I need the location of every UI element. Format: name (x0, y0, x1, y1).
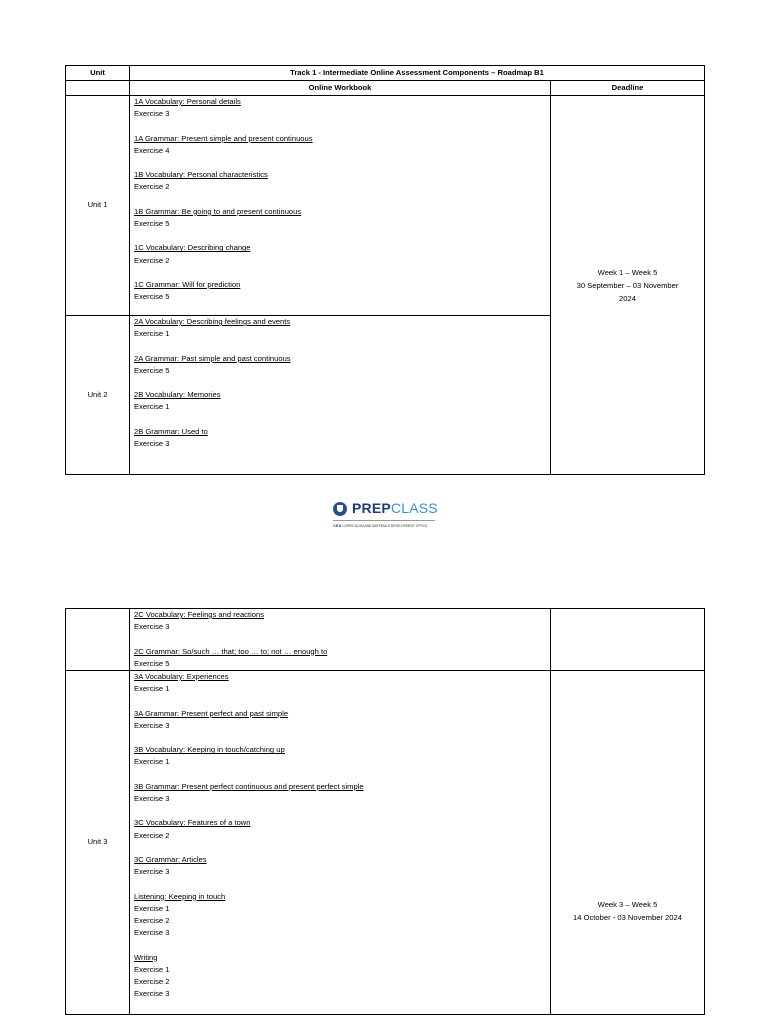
deadline-cell (551, 671, 705, 1015)
exercise-label: Exercise 2 (134, 255, 170, 265)
workbook-item (134, 817, 546, 841)
org-subtitle: CEA CURRICULUM AND MATERIALS DEVELOPMENT OFFICE (333, 520, 435, 528)
workbook-item (134, 646, 546, 670)
workbook-link[interactable]: Writing (134, 952, 158, 962)
brand-wordmark: PREPCLASS (352, 500, 438, 516)
workbook-link[interactable]: 3C Grammar: Articles (134, 854, 207, 864)
exercise-label: Exercise 3 (134, 109, 170, 119)
assessment-table-page2 (65, 608, 705, 1015)
exercise-label: Exercise 2 (134, 976, 170, 986)
deadline-header: Deadline (551, 81, 705, 96)
exercise-label: Exercise 4 (134, 145, 170, 155)
deadline-line: Week 3 – Week 5 (597, 900, 658, 909)
workbook-link[interactable]: 2B Vocabulary: Memories (134, 390, 221, 400)
workbook-item (134, 854, 546, 878)
deadline-line: 30 September – 03 November (576, 280, 679, 290)
workbook-link[interactable]: 2A Grammar: Past simple and past continuous (134, 353, 291, 363)
empty-unit-cell (66, 609, 130, 671)
workbook-link[interactable]: 1A Grammar: Present simple and present continuous (134, 133, 313, 143)
exercise-label: Exercise 3 (134, 928, 170, 938)
exercise-label: Exercise 2 (134, 830, 170, 840)
prepclass-logo (333, 500, 438, 534)
workbook-item (134, 389, 546, 413)
unit-items (130, 316, 551, 475)
workbook-item (134, 353, 546, 377)
workbook-item (134, 952, 546, 1001)
exercise-label: Exercise 3 (134, 438, 170, 448)
workbook-link[interactable]: 2A Vocabulary: Describing feelings and events (134, 317, 291, 326)
unit-items (130, 609, 551, 671)
deadline-line: 14 October - 03 November 2024 (573, 913, 682, 922)
workbook-link[interactable]: 3B Vocabulary: Keeping in touch/catching up (134, 745, 285, 755)
workbook-item (134, 169, 546, 193)
workbook-item (134, 708, 546, 732)
unit-items (130, 96, 551, 316)
exercise-label: Exercise 3 (134, 989, 170, 999)
track-title-header: Track 1 - Intermediate Online Assessment Components – Roadmap B1 (130, 66, 705, 81)
exercise-label: Exercise 1 (134, 402, 170, 412)
exercise-label: Exercise 1 (134, 329, 170, 339)
workbook-item (134, 133, 546, 157)
workbook-item (134, 781, 546, 805)
shield-icon (333, 502, 347, 516)
workbook-link[interactable]: 3A Vocabulary: Experiences (134, 672, 229, 681)
exercise-label: Exercise 5 (134, 292, 170, 302)
exercise-label: Exercise 1 (134, 964, 170, 974)
unit-header: Unit (66, 66, 130, 81)
workbook-link[interactable]: 3B Grammar: Present perfect continuous and present perfect simple (134, 781, 364, 791)
exercise-label: Exercise 3 (134, 793, 170, 803)
workbook-item (134, 671, 546, 695)
exercise-label: Exercise 3 (134, 622, 170, 632)
workbook-link[interactable]: 3A Grammar: Present perfect and past simple (134, 708, 289, 718)
workbook-item (134, 609, 546, 633)
empty-deadline-cell (551, 609, 705, 671)
unit-label: Unit 3 (66, 671, 130, 1015)
workbook-link[interactable]: 2C Grammar: So/such … that; too … to; not … enough to (134, 646, 328, 656)
exercise-label: Exercise 5 (134, 658, 170, 668)
workbook-item (134, 426, 546, 450)
deadline-line: Week 1 – Week 5 (597, 267, 658, 277)
workbook-item (134, 316, 546, 340)
empty-header-cell (66, 81, 130, 96)
exercise-label: Exercise 2 (134, 182, 170, 192)
workbook-item (134, 242, 546, 266)
assessment-table-page1 (65, 65, 705, 475)
workbook-item (134, 891, 546, 940)
workbook-link[interactable]: 2B Grammar: Used to (134, 426, 208, 436)
exercise-label: Exercise 3 (134, 867, 170, 877)
workbook-item (134, 279, 546, 303)
workbook-link[interactable]: 2C Vocabulary: Feelings and reactions (134, 610, 265, 619)
exercise-label: Exercise 5 (134, 218, 170, 228)
unit-label: Unit 1 (66, 96, 130, 316)
exercise-label: Exercise 3 (134, 720, 170, 730)
workbook-link[interactable]: 1C Vocabulary: Describing change (134, 243, 251, 253)
deadline-cell (551, 96, 705, 475)
exercise-label: Exercise 2 (134, 915, 170, 925)
workbook-header: Online Workbook (130, 81, 551, 96)
unit-label: Unit 2 (66, 316, 130, 475)
workbook-link[interactable]: 3C Vocabulary: Features of a town (134, 818, 251, 828)
exercise-label: Exercise 1 (134, 757, 170, 767)
deadline-line: 2024 (619, 293, 636, 303)
workbook-link[interactable]: Listening: Keeping in touch (134, 891, 226, 901)
workbook-link[interactable]: 1B Grammar: Be going to and present continuous (134, 206, 302, 216)
workbook-item (134, 96, 546, 120)
workbook-item (134, 206, 546, 230)
workbook-link[interactable]: 1A Vocabulary: Personal details (134, 97, 241, 106)
workbook-link[interactable]: 1C Grammar: Will for prediction (134, 279, 241, 289)
exercise-label: Exercise 5 (134, 365, 170, 375)
exercise-label: Exercise 1 (134, 684, 170, 694)
workbook-item (134, 744, 546, 768)
workbook-link[interactable]: 1B Vocabulary: Personal characteristics (134, 170, 268, 180)
exercise-label: Exercise 1 (134, 903, 170, 913)
unit-items (130, 671, 551, 1015)
